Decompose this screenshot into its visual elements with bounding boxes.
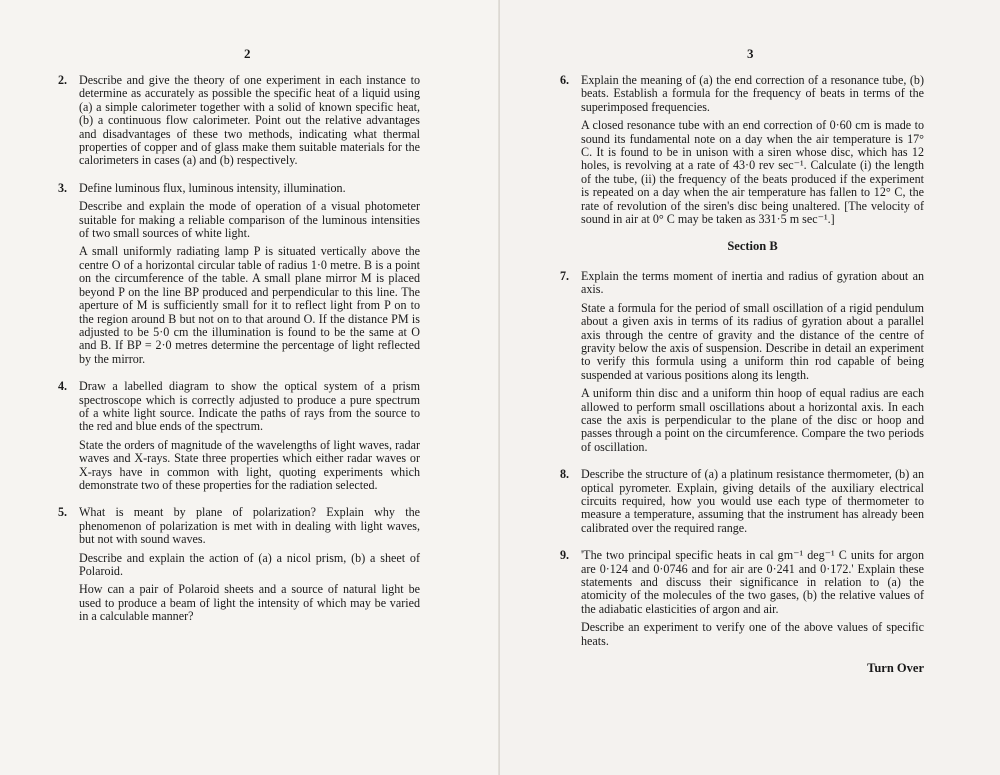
question-paragraph: A closed resonance tube with an end correction of 0·60 cm is made to sound its fundamental note on a day when the air temperature is 17° C. It is found to be in unison with a siren whose disc, which has 12 holes, is revolving at a rate of 43·0 rev sec⁻¹. Calculate (i) the length of the tube, (ii) the frequency of the beats produced if the experiment is repeated on a day when the air temperature has fallen to 12° C, the rate of revolution of the siren's disc being unaltered. [The velocity of sound in air at 0° C may be taken as 331·5 m sec⁻¹.]: [581, 118, 924, 227]
question-6: [560, 74, 924, 226]
question-paragraph: How can a pair of Polaroid sheets and a source of natural light be used to produce a beam of light the intensity of which may be varied in a calculable manner?: [79, 582, 420, 624]
question-paragraph: Describe and explain the action of (a) a nicol prism, (b) a sheet of Polaroid.: [79, 550, 420, 578]
question-paragraph: State the orders of magnitude of the wavelengths of light waves, radar waves and X-rays. State three properties which either radar waves or X-rays have in common with light, quoting experiments which demonstrate two of these properties for the radiation selected.: [79, 437, 420, 492]
page-number: 3: [747, 46, 754, 61]
question-number: 4.: [58, 379, 68, 394]
question-2: [58, 74, 420, 168]
question-paragraph: Describe and give the theory of one experiment in each instance to determine as accurately as possible the specific heat of a liquid using (a) a simple calorimeter together with a solid of known specific heat, (b) a continuous flow calorimeter. Point out the relative advantages and disadvantages of these two methods, indicating what thermal properties of copper and of glass make them suitable materials for the calorimeters in cases (a) and (b) respectively.: [79, 73, 420, 168]
question-paragraph: Explain the terms moment of inertia and radius of gyration about an axis.: [581, 268, 924, 297]
question-list: [58, 74, 420, 638]
question-list: [560, 74, 924, 675]
question-number: 2.: [58, 73, 68, 87]
question-number: 7.: [560, 268, 570, 283]
question-number: 3.: [58, 180, 68, 195]
question-paragraph: Define luminous flux, luminous intensity, illumination.: [79, 180, 346, 195]
question-paragraph: Describe an experiment to verify one of the above values of specific heats.: [581, 620, 924, 648]
question-7: [560, 270, 924, 454]
question-paragraph: Describe and explain the mode of operation of a visual photometer suitable for making a reliable comparison of the luminous intensities of two small sources of white light.: [79, 199, 420, 241]
question-9: [560, 549, 924, 648]
question-paragraph: What is meant by plane of polarization? Explain why the phenomenon of polarization is met with in dealing with light waves, but not with sound waves.: [79, 505, 420, 547]
question-3: [58, 182, 420, 366]
question-5: [58, 506, 420, 623]
question-number: 6.: [560, 73, 570, 87]
section-heading: Section B: [727, 239, 778, 254]
question-paragraph: State a formula for the period of small oscillation of a rigid pendulum about a given axis in terms of its radius of gyration about a parallel axis through the centre of gravity and the distance of the centre of gravity below the axis of suspension. Describe in detail an experiment to verify this formula using a uniform thin rod capable of being suspended at various positions along its length.: [581, 300, 924, 382]
question-paragraph: 'The two principal specific heats in cal gm⁻¹ deg⁻¹ C units for argon are 0·124 and 0·0746 and for air are 0·241 and 0·172.' Explain these statements and discuss their significance in relation to (a) the atomicity of the molecules of the two gases, (b) the relative values of the adiabatic elasticities of argon and air.: [581, 548, 924, 616]
question-paragraph: A uniform thin disc and a uniform thin hoop of equal radius are each allowed to perform small oscillations about a horizontal axis. In each case the axis is perpendicular to the plane of the disc or hoop and passes through a point on the circumference. Compare the two periods of oscillation.: [581, 386, 924, 454]
question-paragraph: Describe the structure of (a) a platinum resistance thermometer, (b) an optical pyrometer. Explain, giving details of the auxiliary electrical circuits required, how you would use each type of thermometer to measure a temperature, assuming that the instrument has already been calibrated over the required range.: [581, 467, 924, 535]
question-paragraph: Explain the meaning of (a) the end correction of a resonance tube, (b) beats. Establish a formula for the frequency of beats in terms of the superimposed frequencies.: [581, 73, 924, 114]
question-8: [560, 468, 924, 535]
question-4: [58, 380, 420, 492]
question-paragraph: Draw a labelled diagram to show the optical system of a prism spectroscope which is correctly adjusted to produce a pure spectrum of a white light source. Indicate the paths of rays from the source to the red and blue ends of the spectrum.: [79, 379, 420, 434]
page-number: 2: [244, 46, 251, 61]
question-number: 5.: [58, 505, 68, 520]
turn-over-label: Turn Over: [867, 661, 924, 676]
right-page: [500, 0, 1000, 775]
question-paragraph: A small uniformly radiating lamp P is situated vertically above the centre O of a horizontal circular table of radius 1·0 metre. B is a point on the circumference of the table. A small plane mirror M is placed beyond P on the line BP produced and perpendicular to this line. The aperture of M is sufficiently small for it to reflect light from P on to the region around B but not on to that around O. If the distance PM is adjusted to be 5·0 cm the illumination is found to be the same at O and B. If BP = 2·0 metres determine the percentage of light reflected by the mirror.: [79, 244, 420, 366]
question-number: 9.: [560, 548, 570, 563]
question-number: 8.: [560, 467, 570, 482]
